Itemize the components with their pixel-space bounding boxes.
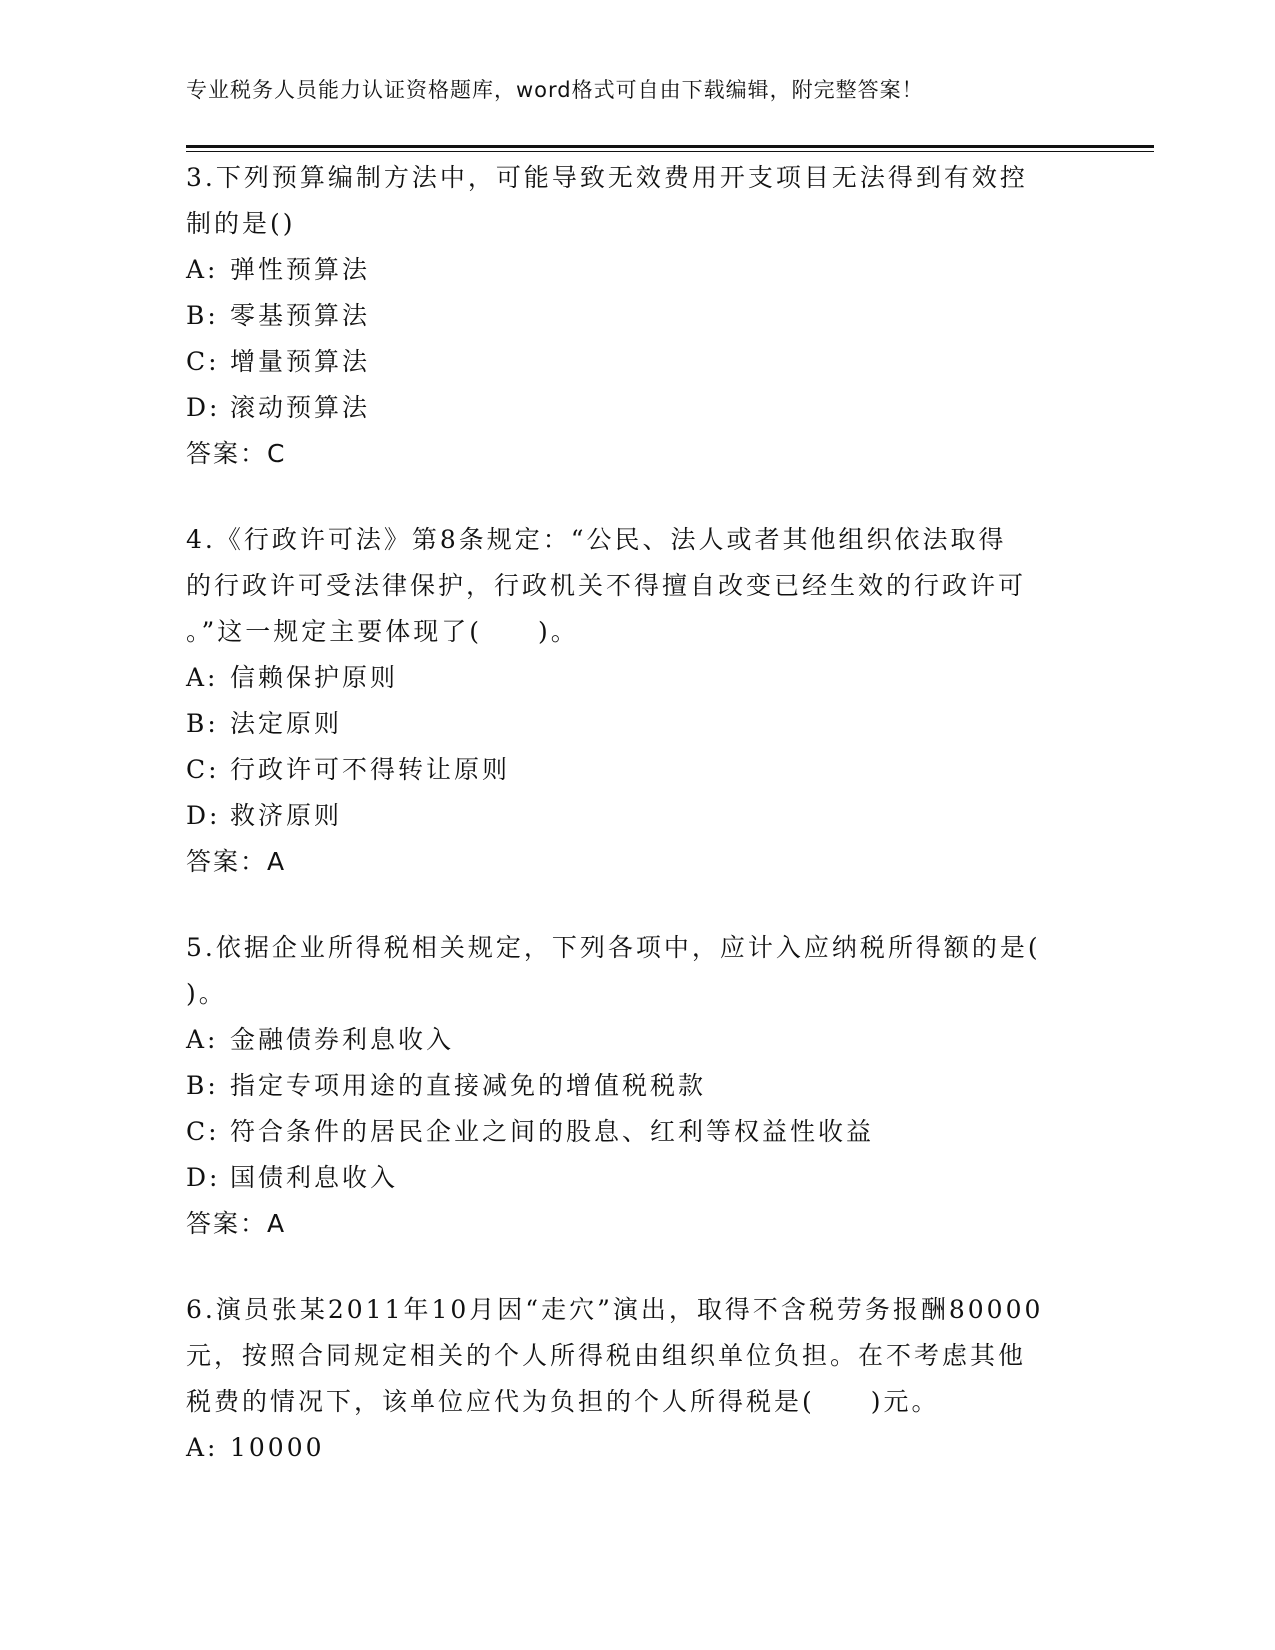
option-text: 增量预算法 — [230, 347, 371, 376]
answer-line: 答案：C — [186, 439, 287, 468]
option-text: 行政许可不得转让原则 — [230, 755, 511, 784]
option-text: 指定专项用途的直接减免的增值税税款 — [230, 1071, 707, 1100]
question-text-line: 3.下列预算编制方法中，可能导致无效费用开支项目无法得到有效控 — [186, 163, 1028, 192]
answer-line: 答案：A — [186, 847, 287, 876]
option-key: D: — [186, 801, 221, 830]
option-item — [186, 247, 1086, 293]
option-item — [186, 1063, 1086, 1109]
option-key: C: — [186, 347, 220, 376]
option-text: 弹性预算法 — [230, 255, 371, 284]
option-item — [186, 1017, 1086, 1063]
question-text-line: 元，按照合同规定相关的个人所得税由组织单位负担。在不考虑其他 — [186, 1341, 1027, 1370]
option-item — [186, 339, 1086, 385]
option-text: 金融债券利息收入 — [230, 1025, 455, 1054]
question-text-line: 的行政许可受法律保护，行政机关不得擅自改变已经生效的行政许可 — [186, 571, 1027, 600]
option-item — [186, 747, 1086, 793]
header-rule-thin — [186, 151, 1154, 152]
option-item — [186, 793, 1086, 839]
option-item — [186, 701, 1086, 747]
question-text-line: 4.《行政许可法》第8条规定：“公民、法人或者其他组织依法取得 — [186, 525, 1007, 554]
question-text-line: 5.依据企业所得税相关规定，下列各项中，应计入应纳税所得额的是( — [186, 933, 1041, 962]
option-key: A: — [186, 663, 219, 692]
question-block — [186, 1287, 1086, 1471]
answer-line: 答案：A — [186, 1209, 287, 1238]
question-block — [186, 925, 1086, 1247]
question-text-line: 税费的情况下，该单位应代为负担的个人所得税是( )元。 — [186, 1387, 940, 1416]
option-key: C: — [186, 1117, 220, 1146]
option-key: B: — [186, 301, 219, 330]
option-key: A: — [186, 1433, 219, 1462]
option-text: 救济原则 — [230, 801, 343, 830]
option-text: 10000 — [230, 1433, 325, 1462]
option-key: A: — [186, 255, 219, 284]
option-key: D: — [186, 393, 221, 422]
option-text: 国债利息收入 — [230, 1163, 399, 1192]
question-list — [186, 155, 1086, 1511]
option-key: D: — [186, 1163, 221, 1192]
option-item — [186, 1425, 1086, 1471]
option-item — [186, 655, 1086, 701]
option-key: B: — [186, 1071, 219, 1100]
option-key: A: — [186, 1025, 219, 1054]
question-block — [186, 155, 1086, 477]
question-text-line: 。”这一规定主要体现了( )。 — [186, 617, 579, 646]
option-item — [186, 1155, 1086, 1201]
page-header: 专业税务人员能力认证资格题库，word格式可自由下载编辑，附完整答案！ — [186, 78, 924, 102]
option-item — [186, 293, 1086, 339]
question-text-line: 制的是() — [186, 209, 296, 238]
option-item — [186, 385, 1086, 431]
option-text: 法定原则 — [230, 709, 343, 738]
question-text-line: 6.演员张某2011年10月因“走穴”演出，取得不含税劳务报酬80000 — [186, 1295, 1044, 1324]
header-rule-thick — [186, 145, 1154, 148]
option-text: 符合条件的居民企业之间的股息、红利等权益性收益 — [230, 1117, 875, 1146]
option-item — [186, 1109, 1086, 1155]
option-text: 滚动预算法 — [230, 393, 371, 422]
question-text-line: )。 — [186, 979, 227, 1008]
option-key: C: — [186, 755, 220, 784]
question-block — [186, 517, 1086, 885]
option-key: B: — [186, 709, 219, 738]
option-text: 零基预算法 — [230, 301, 371, 330]
option-text: 信赖保护原则 — [230, 663, 399, 692]
